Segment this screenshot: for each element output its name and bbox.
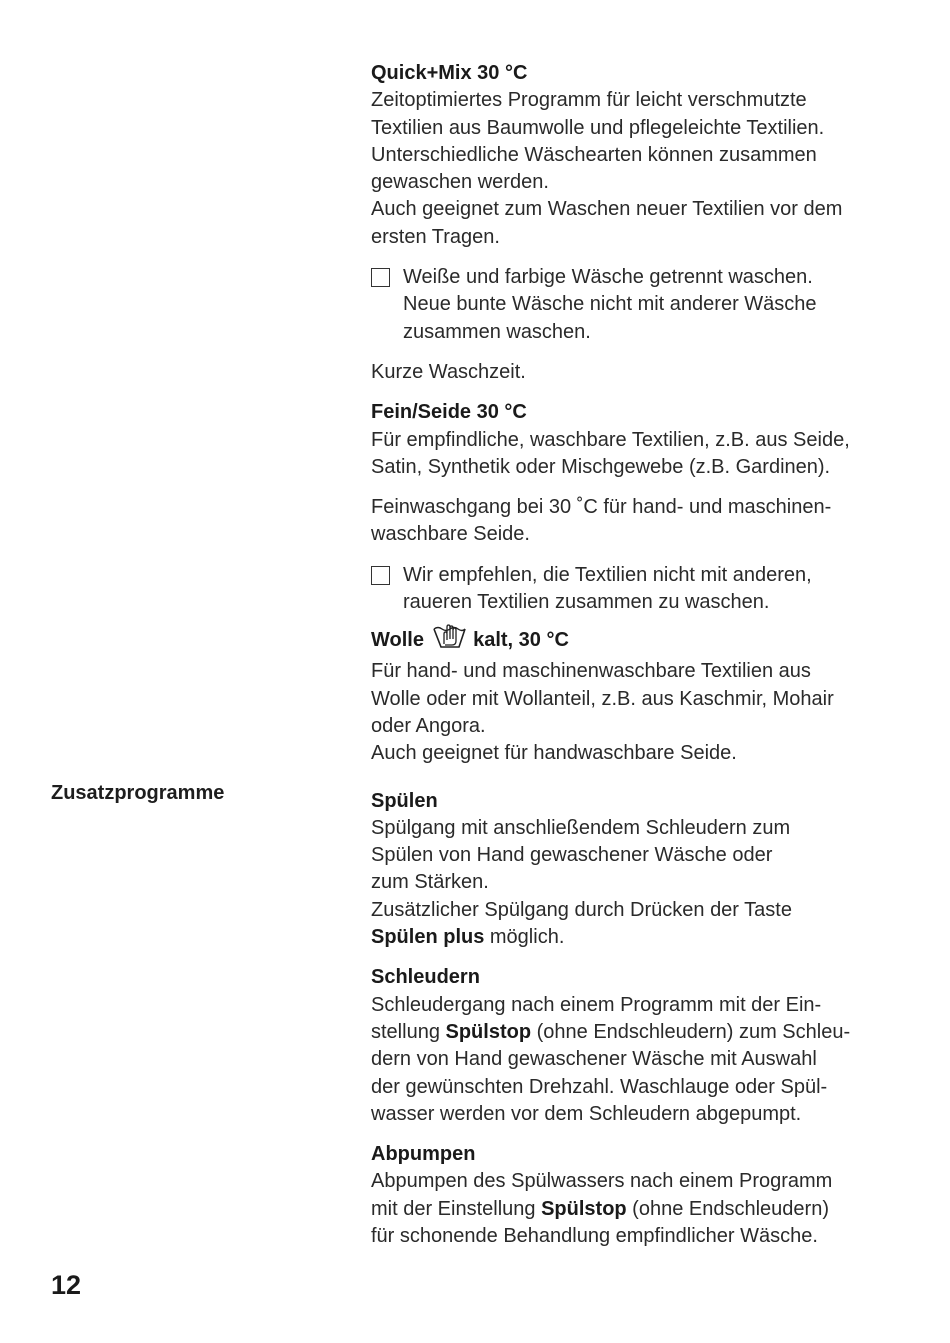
program-title [371, 622, 911, 658]
program-title: Schleudern [371, 966, 480, 989]
text-fragment: möglich. [484, 926, 565, 949]
program-quickmix [371, 60, 911, 251]
key-name: Spülen plus [371, 926, 485, 949]
program-title: Spülen [371, 789, 438, 812]
setting-name: Spülstop [445, 1020, 532, 1043]
note-quickmix [371, 264, 911, 346]
program-title: Abpumpen [371, 1143, 476, 1166]
text-line: Zusätzlicher Spülgang durch Drücken der Taste [371, 898, 792, 921]
note-box-icon [371, 268, 390, 287]
note-line: Neue bunte Wäsche nicht mit anderer Wäsche [403, 293, 817, 316]
text-line: Unterschiedliche Wäschearten können zusammen [371, 143, 817, 166]
program-wolle [371, 622, 911, 767]
page-number: 12 [51, 1270, 82, 1300]
text-line: Schleudergang nach einem Programm mit der Ein- [371, 993, 822, 1016]
hand-wash-icon [432, 622, 466, 658]
text-line [371, 924, 911, 951]
note-line: Wir empfehlen, die Textilien nicht mit anderen, [403, 563, 812, 586]
note-line: Weiße und farbige Wäsche getrennt waschen. [403, 266, 813, 289]
text-line: der gewünschten Drehzahl. Waschlauge oder Spül- [371, 1075, 828, 1098]
text-line: Auch geeignet zum Waschen neuer Textilien vor dem [371, 198, 843, 221]
text-fragment: mit der Einstellung [371, 1197, 542, 1220]
program-spuelen [371, 788, 911, 952]
text-line: Kurze Waschzeit. [371, 360, 526, 383]
text-line: dern von Hand gewaschener Wäsche mit Auswahl [371, 1048, 817, 1071]
text-line: Auch geeignet für handwaschbare Seide. [371, 742, 737, 765]
section-label-zusatzprogramme: Zusatzprogramme [51, 782, 225, 804]
note-feinseide [371, 562, 911, 617]
text-fragment: (ohne Endschleudern) [626, 1197, 829, 1220]
program-schleudern [371, 964, 911, 1128]
program-abpumpen [371, 1141, 911, 1250]
wolle-title-part: Wolle [371, 629, 424, 652]
note-line: zusammen waschen. [403, 320, 591, 343]
text-fragment: stellung [371, 1020, 446, 1043]
text-line: Zeitoptimiertes Programm für leicht verschmutzte [371, 89, 807, 112]
program-feinseide [371, 399, 911, 481]
quickmix-extra [371, 359, 911, 386]
text-line: Spülen von Hand gewaschener Wäsche oder [371, 844, 773, 867]
text-line: Abpumpen des Spülwassers nach einem Programm [371, 1170, 833, 1193]
feinseide-detail [371, 494, 911, 549]
text-line [371, 1196, 911, 1223]
text-line: Spülgang mit anschließendem Schleudern zum [371, 816, 791, 839]
setting-name: Spülstop [541, 1197, 627, 1220]
program-title: Fein/Seide 30 °C [371, 401, 527, 424]
text-line [371, 1019, 911, 1046]
text-line: gewaschen werden. [371, 171, 549, 194]
text-line: wasser werden vor dem Schleudern abgepumpt. [371, 1102, 802, 1125]
text-line: für schonende Behandlung empfindlicher Wäsche. [371, 1224, 818, 1247]
content-column [371, 60, 911, 1263]
text-line: Feinwaschgang bei 30 ˚C für hand- und maschinen- [371, 496, 832, 519]
text-fragment: (ohne Endschleudern) zum Schleu- [531, 1020, 851, 1043]
text-line: Textilien aus Baumwolle und pflegeleichte Textilien. [371, 116, 825, 139]
note-box-icon [371, 566, 390, 585]
program-title: Quick+Mix 30 °C [371, 62, 528, 84]
text-line: Für empfindliche, waschbare Textilien, z.B. aus Seide, [371, 428, 850, 451]
text-line: Für hand- und maschinenwaschbare Textilien aus [371, 660, 811, 683]
text-line: Wolle oder mit Wollanteil, z.B. aus Kaschmir, Mohair [371, 687, 834, 710]
text-line: waschbare Seide. [371, 523, 530, 546]
text-line: ersten Tragen. [371, 225, 500, 248]
note-line: raueren Textilien zusammen zu waschen. [403, 591, 770, 614]
wolle-title-part: kalt, 30 °C [473, 629, 569, 652]
text-line: oder Angora. [371, 714, 486, 737]
text-line: Satin, Synthetik oder Mischgewebe (z.B. Gardinen). [371, 455, 831, 478]
text-line: zum Stärken. [371, 871, 489, 894]
